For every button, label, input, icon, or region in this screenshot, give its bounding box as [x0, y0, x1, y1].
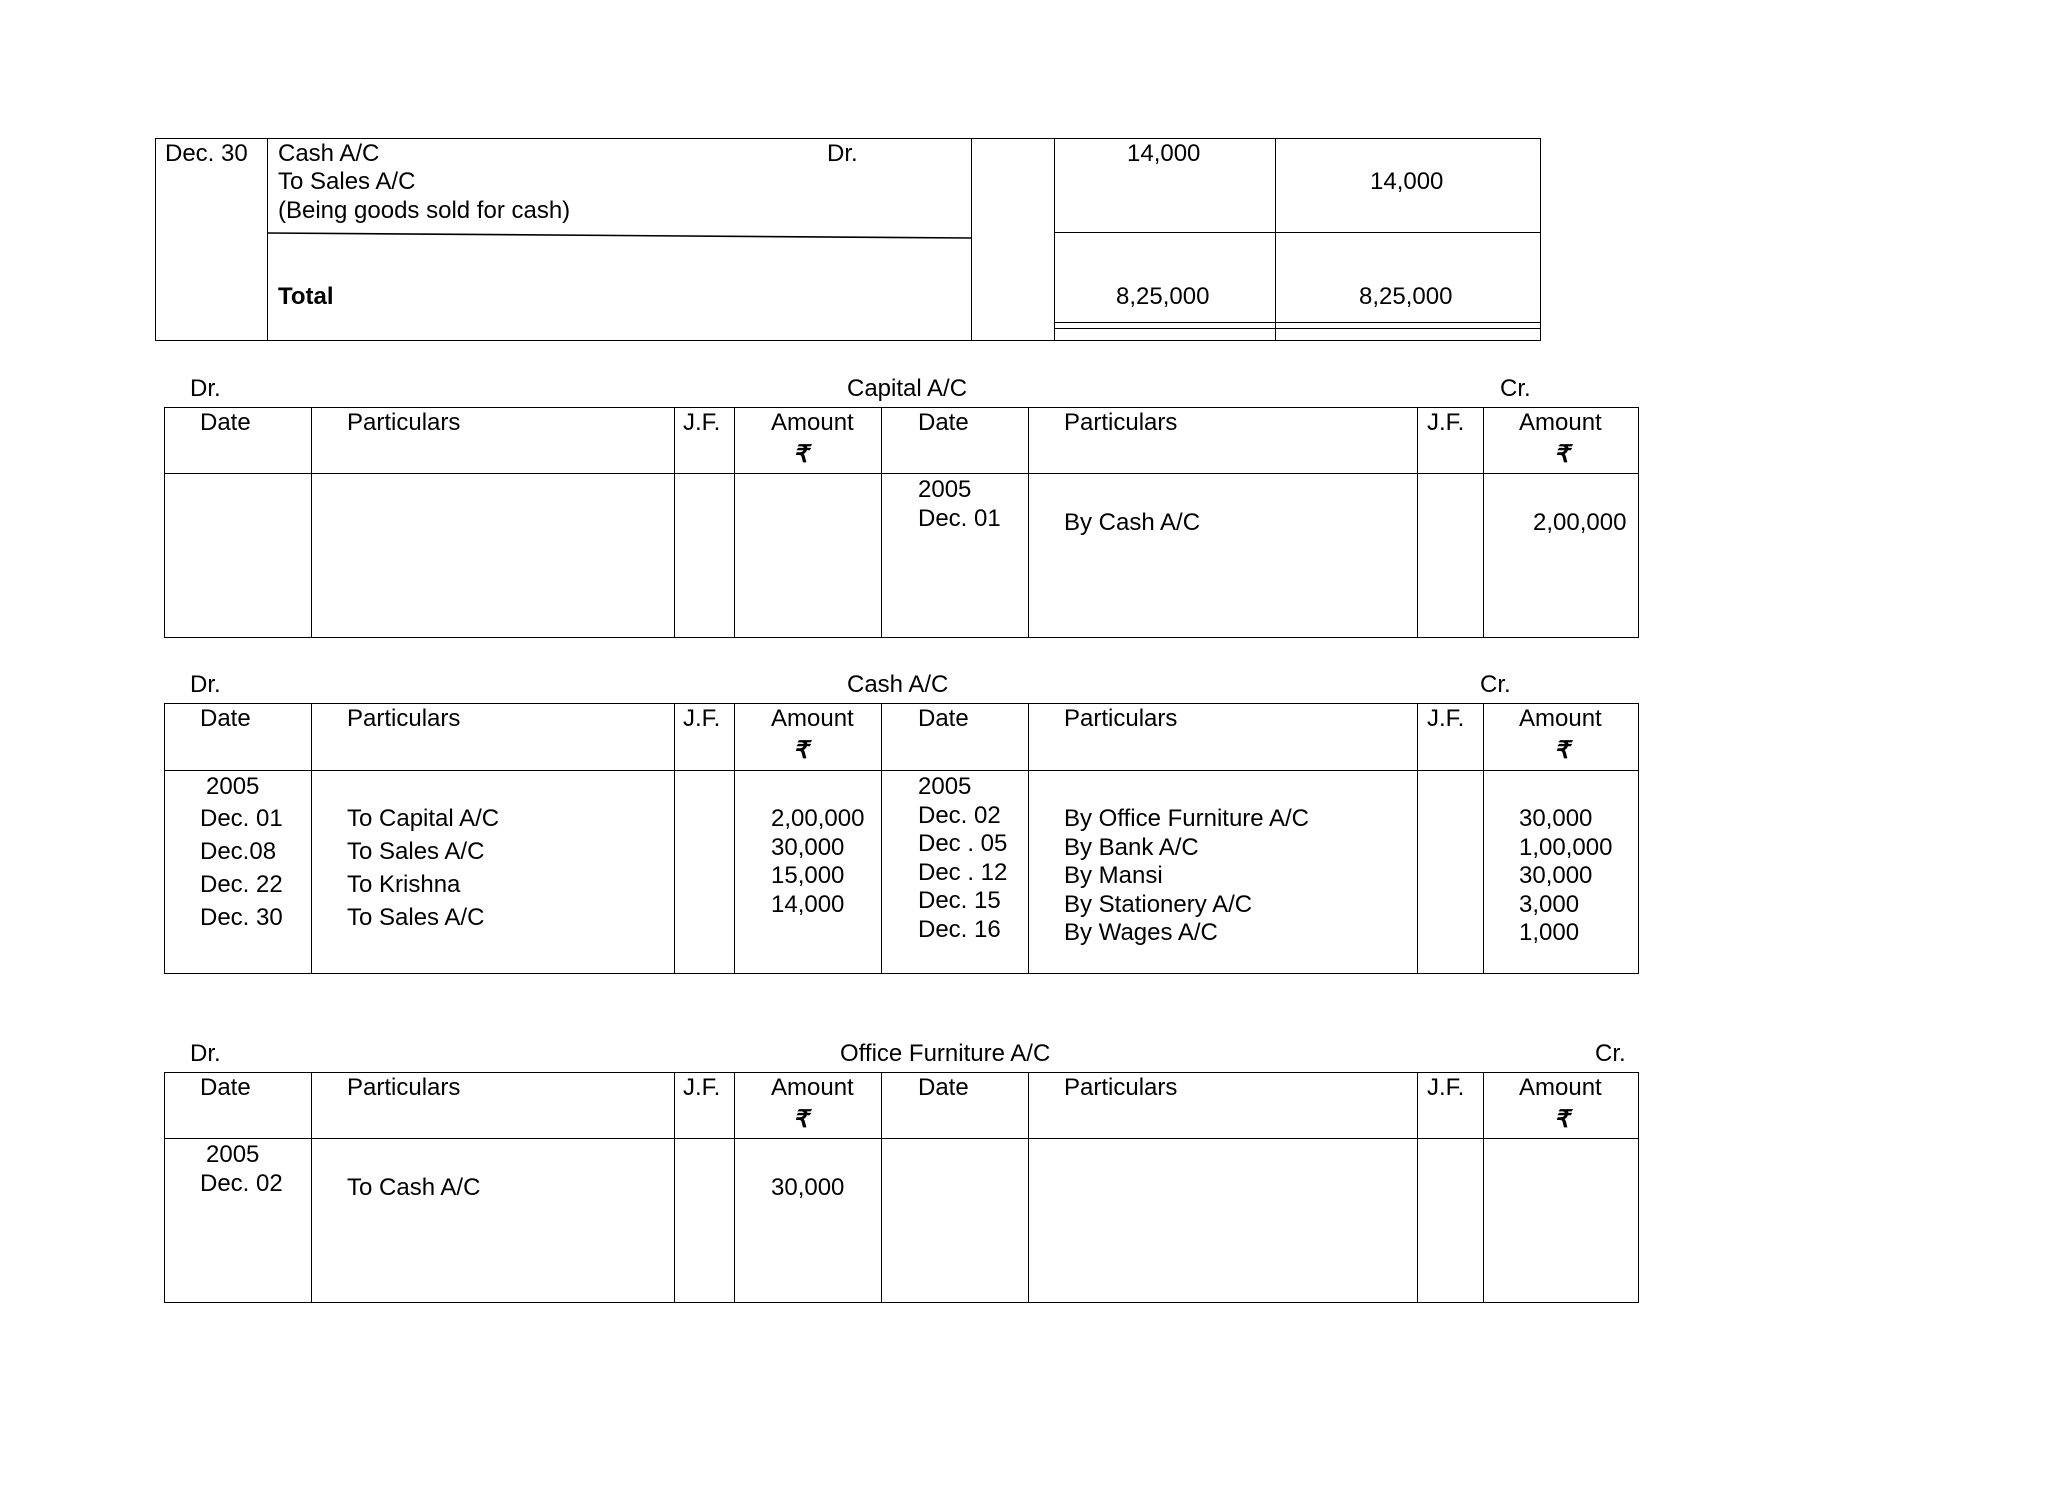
- total-double-line: [1054, 322, 1541, 323]
- credit-date: Dec . 12: [918, 858, 1008, 886]
- ledger-title: Capital A/C: [847, 375, 968, 402]
- column-divider: [1483, 1072, 1484, 1303]
- credit-date: Dec. 02: [918, 801, 1001, 829]
- header-jf: J.F.: [1427, 1074, 1465, 1101]
- rupee-icon: ₹: [793, 1106, 809, 1133]
- column-divider: [734, 407, 735, 638]
- credit-amount: 30,000: [1519, 862, 1593, 889]
- column-divider: [881, 407, 882, 638]
- journal-divider: [1275, 138, 1276, 341]
- journal-date: Dec. 30: [165, 140, 248, 167]
- ledger-title: Office Furniture A/C: [840, 1040, 1051, 1067]
- journal-line: Cash A/C: [278, 140, 380, 167]
- credit-particular: By Mansi: [1064, 862, 1163, 889]
- column-divider: [311, 407, 312, 638]
- column-divider: [734, 1072, 735, 1303]
- journal-credit-amount: 14,000: [1370, 168, 1444, 195]
- column-divider: [674, 407, 675, 638]
- debit-particular: To Sales A/C: [347, 904, 485, 931]
- header-date: Date: [918, 705, 969, 732]
- credit-particular: By Wages A/C: [1064, 919, 1218, 946]
- header-jf: J.F.: [683, 1074, 721, 1101]
- header-jf: J.F.: [1427, 705, 1465, 732]
- header-particulars: Particulars: [347, 1074, 461, 1101]
- credit-particulars: [1064, 805, 1309, 948]
- rupee-icon: ₹: [1554, 737, 1570, 764]
- header-amount: Amount: [771, 705, 854, 732]
- journal-divider: [1054, 232, 1541, 233]
- header-particulars: Particulars: [1064, 409, 1178, 436]
- credit-particular: By Bank A/C: [1064, 833, 1199, 861]
- credit-dates: [918, 773, 1007, 944]
- credit-amount: 1,00,000: [1519, 833, 1613, 861]
- header-date: Date: [200, 409, 251, 436]
- header-date: Date: [200, 705, 251, 732]
- debit-amount: 14,000: [771, 890, 845, 918]
- header-amount: Amount: [1519, 705, 1602, 732]
- debit-particular: To Cash A/C: [347, 1174, 481, 1201]
- header-particulars: Particulars: [1064, 1074, 1178, 1101]
- rupee-icon: ₹: [1554, 441, 1570, 468]
- journal-total-debit: 8,25,000: [1116, 283, 1210, 310]
- cr-label: Cr.: [1500, 375, 1531, 402]
- debit-date: Dec.08: [200, 838, 277, 865]
- debit-year: 2005: [206, 1141, 260, 1168]
- header-amount: Amount: [771, 1074, 854, 1101]
- rupee-icon: ₹: [793, 441, 809, 468]
- rupee-icon: ₹: [793, 737, 809, 764]
- credit-year: 2005: [918, 476, 972, 503]
- column-divider: [311, 703, 312, 974]
- debit-year: 2005: [206, 773, 260, 800]
- header-date: Date: [200, 1074, 251, 1101]
- cr-label: Cr.: [1480, 671, 1511, 698]
- column-divider: [674, 1072, 675, 1303]
- dr-label: Dr.: [190, 671, 221, 698]
- dr-label: Dr.: [190, 375, 221, 402]
- credit-particular: By Office Furniture A/C: [1064, 805, 1309, 832]
- credit-date: Dec . 05: [918, 830, 1008, 857]
- column-divider: [1028, 1072, 1029, 1303]
- header-amount: Amount: [1519, 409, 1602, 436]
- journal-dr-label: Dr.: [827, 140, 858, 167]
- credit-particular: By Cash A/C: [1064, 509, 1201, 536]
- column-divider: [1417, 407, 1418, 638]
- header-particulars: Particulars: [1064, 705, 1178, 732]
- journal-line: To Sales A/C: [278, 168, 416, 195]
- credit-date: Dec. 15: [918, 887, 1001, 914]
- credit-date: Dec. 16: [918, 915, 1001, 943]
- credit-amounts: [1519, 805, 1612, 948]
- cr-label: Cr.: [1595, 1040, 1626, 1067]
- header-amount: Amount: [1519, 1074, 1602, 1101]
- debit-amount: 15,000: [771, 862, 845, 889]
- journal-debit-amount: 14,000: [1127, 140, 1201, 167]
- header-particulars: Particulars: [347, 705, 461, 732]
- journal-narration: (Being goods sold for cash): [278, 197, 571, 224]
- journal-total-credit: 8,25,000: [1359, 283, 1453, 310]
- credit-amount: 1,000: [1519, 919, 1580, 946]
- column-divider: [1417, 703, 1418, 974]
- credit-amount: 2,00,000: [1533, 509, 1627, 536]
- debit-date: Dec. 22: [200, 871, 283, 898]
- column-divider: [1028, 703, 1029, 974]
- debit-amount: 30,000: [771, 1174, 845, 1201]
- header-jf: J.F.: [683, 409, 721, 436]
- debit-date: Dec. 02: [200, 1170, 283, 1197]
- header-jf: J.F.: [683, 705, 721, 732]
- debit-amounts: [771, 805, 864, 919]
- debit-amount: 2,00,000: [771, 805, 865, 832]
- journal-divider: [1054, 138, 1055, 341]
- ledger-title: Cash A/C: [847, 671, 949, 698]
- journal-total-label: Total: [278, 283, 334, 310]
- debit-date: Dec. 01: [200, 805, 283, 832]
- column-divider: [881, 1072, 882, 1303]
- debit-particular: To Sales A/C: [347, 838, 485, 865]
- dr-label: Dr.: [190, 1040, 221, 1067]
- debit-date: Dec. 30: [200, 904, 283, 931]
- debit-particular: To Capital A/C: [347, 805, 500, 832]
- column-divider: [1028, 407, 1029, 638]
- credit-date: Dec. 01: [918, 505, 1001, 532]
- credit-year: 2005: [918, 773, 972, 800]
- rupee-icon: ₹: [1554, 1106, 1570, 1133]
- debit-particular: To Krishna: [347, 871, 461, 898]
- credit-amount: 3,000: [1519, 890, 1580, 918]
- header-amount: Amount: [771, 409, 854, 436]
- header-particulars: Particulars: [347, 409, 461, 436]
- journal-separator: [267, 230, 973, 242]
- debit-amount: 30,000: [771, 833, 845, 861]
- column-divider: [881, 703, 882, 974]
- total-double-line: [1054, 328, 1541, 329]
- credit-amount: 30,000: [1519, 805, 1593, 832]
- column-divider: [311, 1072, 312, 1303]
- credit-particular: By Stationery A/C: [1064, 890, 1253, 918]
- column-divider: [1483, 703, 1484, 974]
- column-divider: [734, 703, 735, 974]
- column-divider: [1483, 407, 1484, 638]
- header-date: Date: [918, 409, 969, 436]
- header-jf: J.F.: [1427, 409, 1465, 436]
- header-date: Date: [918, 1074, 969, 1101]
- column-divider: [674, 703, 675, 974]
- column-divider: [1417, 1072, 1418, 1303]
